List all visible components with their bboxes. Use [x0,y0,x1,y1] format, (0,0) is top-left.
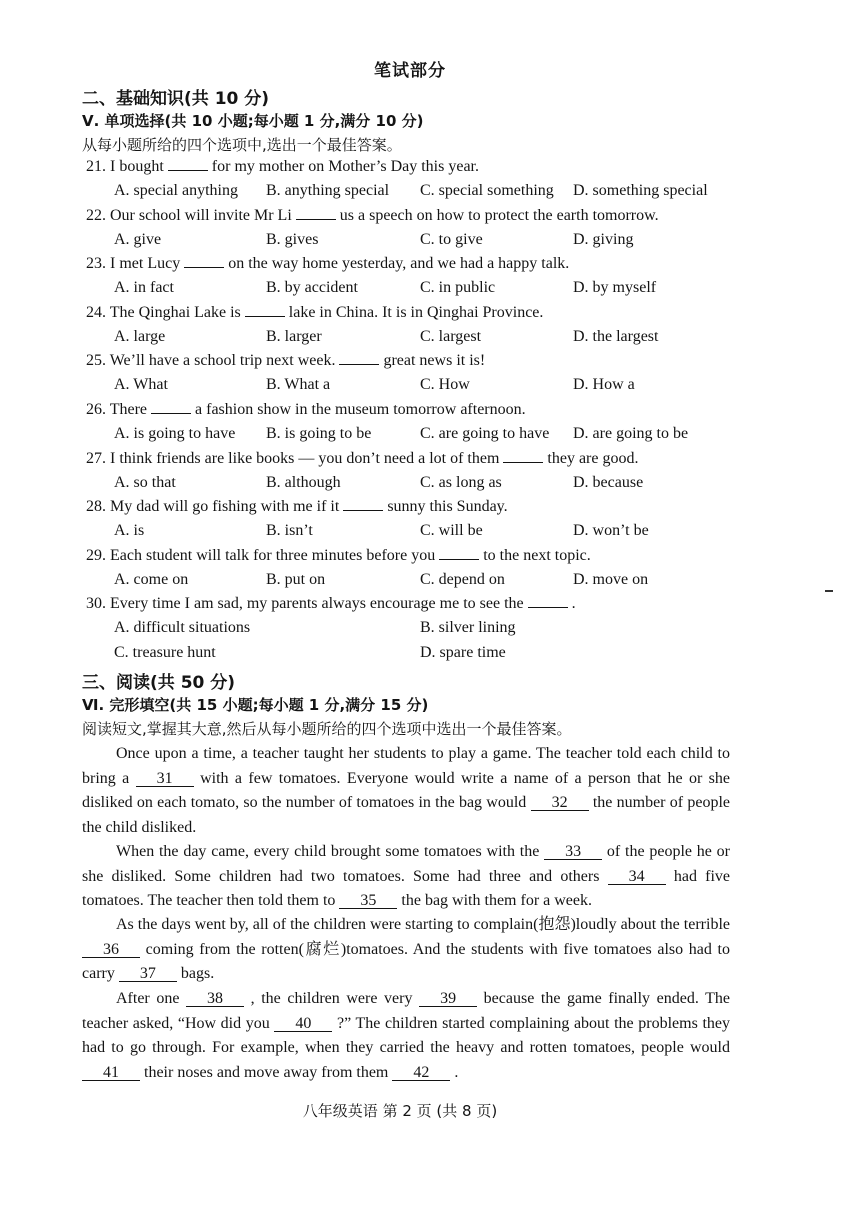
question-stem: 27. I think friends are like books — you don’t need a lot of them [86,449,504,467]
option-b: B. larger [266,327,322,345]
answer-blank [503,450,543,463]
cloze-gap-38: 38 [186,991,244,1007]
question-stem: 21. I bought [86,158,168,175]
question-22 [86,207,659,225]
question-stem-end: on the way home yesterday, and we had a happy talk. [224,255,570,273]
cloze-gap-34: 34 [608,869,666,885]
option-a: A. What [114,376,168,394]
cloze-gap-35: 35 [339,893,397,909]
passage-paragraph-2 [82,840,730,914]
passage-text: As the days went by, all of the children were starting to complain(抱怨)loudly about the terrible [116,916,730,933]
question-stem: 24. The Qinghai Lake is [86,303,245,321]
question-stem-end: a fashion show in the museum tomorrow afternoon. [191,401,526,418]
passage-text: , the children were very [244,990,420,1007]
answer-blank [528,595,568,608]
option-d: D. How a [573,376,635,394]
cloze-gap-32: 32 [531,795,589,811]
question-24 [86,304,543,322]
question-stem: 25. We’ll have a school trip next week. [86,352,340,370]
answer-blank [296,207,336,220]
option-b: B. What a [266,376,331,394]
option-d: D. by myself [573,279,657,297]
option-b: B. although [266,473,341,491]
question-stem-end: for my mother on Mother’s Day this year. [207,158,479,175]
question-29 [86,547,591,565]
question-27 [86,450,638,468]
scan-mark [825,590,833,592]
passage-text: the bag with them for a week. [397,892,593,909]
cloze-gap-33: 33 [544,844,602,860]
option-c: C. will be [420,522,483,540]
option-c: C. as long as [420,473,502,491]
option-c: C. largest [420,327,482,345]
answer-blank [343,498,383,511]
option-a: A. difficult situations [114,619,251,637]
option-d: D. because [573,473,644,491]
passage-text: After one [116,990,187,1007]
option-a: A. special anything [114,182,238,199]
option-d: D. giving [573,230,634,248]
option-d: D. spare time [420,643,506,661]
passage-paragraph-3 [82,913,730,987]
option-a: A. in fact [114,279,174,297]
passage-text: bags. [176,965,215,982]
option-b: B. gives [266,230,319,248]
section-heading-basics: 二、基础知识(共 10 分) [82,89,270,109]
answer-blank [339,352,379,365]
question-stem: 29. Each student will talk for three minutes before you [86,546,440,564]
option-c: C. in public [420,279,496,297]
question-stem-end: . [567,595,576,613]
question-stem-end: lake in China. It is in Qinghai Province. [284,303,544,321]
option-a: A. give [114,230,162,248]
part-heading-cloze: Ⅵ. 完形填空(共 15 小题;每小题 1 分,满分 15 分) [82,696,429,714]
question-25 [86,352,485,370]
option-c: C. special something [420,182,554,199]
option-c: C. to give [420,230,483,248]
option-b: B. by accident [266,279,358,297]
passage-text: had five tomatoes. The teacher then told them to [82,867,730,909]
option-c: C. How [420,376,470,394]
passage-text: of the people he or she disliked. Some children had two tomatoes. Some had three and others [82,843,731,885]
question-stem-end: they are good. [543,449,639,467]
option-c: C. are going to have [420,425,550,442]
passage-text: because the game finally ended. The teacher asked, “How did you [82,990,731,1032]
option-a: A. is going to have [114,425,236,442]
cloze-gap-36: 36 [82,942,140,958]
option-b: B. isn’t [266,522,313,540]
option-b: B. silver lining [420,619,516,637]
question-stem-end: to the next topic. [479,546,591,564]
cloze-gap-37: 37 [119,966,177,982]
option-a: A. so that [114,473,176,491]
option-c: C. depend on [420,570,505,588]
question-stem: 28. My dad will go fishing with me if it [86,498,344,516]
answer-blank [184,255,224,268]
passage-text: the number of people the child disliked. [82,794,730,836]
instruction-cloze: 阅读短文,掌握其大意,然后从每小题所给的四个选项中选出一个最佳答案。 [82,720,572,738]
option-a: A. large [114,327,166,345]
option-c: C. treasure hunt [114,643,216,661]
passage-text: Once upon a time, a teacher taught her students to play a game. The teacher told each child to bring a [82,745,730,787]
option-d: D. move on [573,570,649,588]
instruction-multiple-choice: 从每小题所给的四个选项中,选出一个最佳答案。 [82,136,402,154]
cloze-gap-40: 40 [274,1016,332,1032]
question-23 [86,255,569,273]
page-title: 笔试部分 [374,61,446,81]
answer-blank [245,304,285,317]
question-26 [86,401,526,419]
option-d: D. the largest [573,327,659,345]
passage-text: coming from the rotten(腐烂)tomatoes. And the students with five tomatoes also had to carry [82,940,730,982]
option-a: A. come on [114,570,189,588]
question-stem: 26. There [86,401,152,418]
page-footer: 八年级英语 第 2 页 (共 8 页) [302,1102,498,1120]
part-heading-multiple-choice: Ⅴ. 单项选择(共 10 小题;每小题 1 分,满分 10 分) [82,112,424,130]
cloze-gap-41: 41 [82,1065,140,1081]
question-28 [86,498,508,516]
option-d: D. are going to be [573,425,689,442]
question-stem-end: sunny this Sunday. [383,498,508,516]
option-d: D. something special [573,182,708,199]
section-heading-reading: 三、阅读(共 50 分) [82,673,236,693]
question-21 [86,158,479,176]
cloze-gap-39: 39 [419,991,477,1007]
passage-text: ?” The children started complaining about the problems they had to go through. For example, when they carried the heavy and rotten tomatoes, people would [82,1014,731,1056]
option-b: B. anything special [266,182,390,199]
option-b: B. is going to be [266,425,372,442]
passage-paragraph-4 [82,987,730,1085]
question-stem-end: great news it is! [379,352,486,370]
question-stem: 23. I met Lucy [86,255,185,273]
passage-paragraph-1 [82,742,730,840]
passage-text: their noses and move away from them [140,1063,393,1081]
question-30 [86,595,576,613]
cloze-gap-42: 42 [392,1065,450,1081]
cloze-gap-31: 31 [136,771,194,787]
option-d: D. won’t be [573,522,649,540]
answer-blank [151,401,191,414]
question-stem: 22. Our school will invite Mr Li [86,206,296,224]
question-stem-end: us a speech on how to protect the earth tomorrow. [335,206,659,224]
option-a: A. is [114,522,145,540]
passage-text: with a few tomatoes. Everyone would write a name of a person that he or she disliked on each tomato, so the number of tomatoes in the bag would [82,769,731,811]
question-stem: 30. Every time I am sad, my parents always encourage me to see the [86,595,528,613]
answer-blank [439,547,479,560]
option-b: B. put on [266,570,326,588]
passage-text: When the day came, every child brought some tomatoes with the [116,843,545,860]
passage-text: . [450,1063,459,1081]
answer-blank [168,158,208,171]
